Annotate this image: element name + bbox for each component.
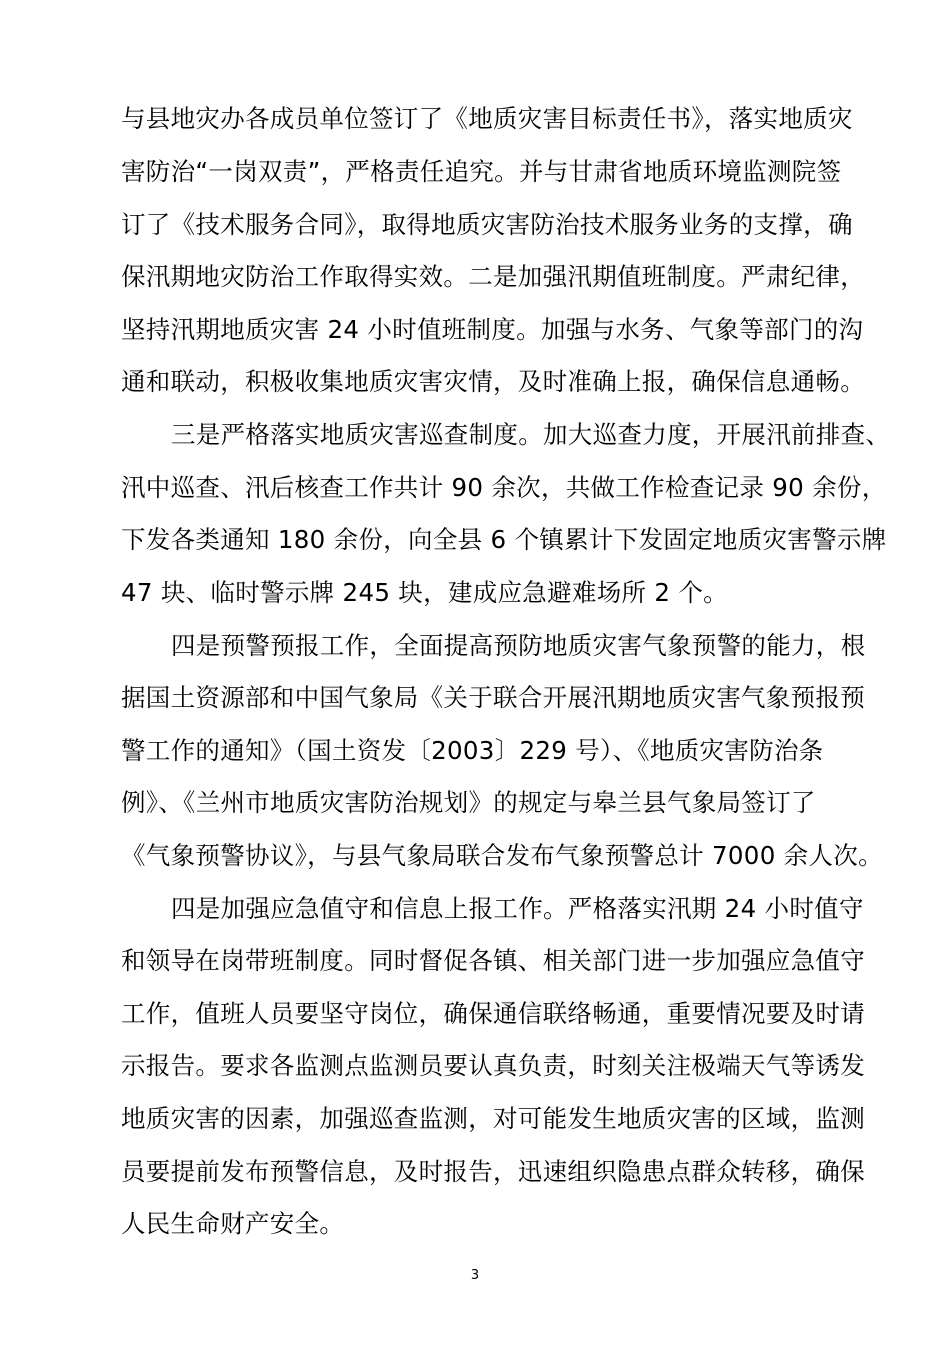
- text-line: 警工作的通知》（国土资发〔2003〕229 号）、《地质灾害防治条: [121, 736, 824, 765]
- text-line: 三是严格落实地质灾害巡查制度。加大巡查力度，开展汛前排查、: [171, 420, 891, 449]
- text-line: 保汛期地灾防治工作取得实效。二是加强汛期值班制度。严肃纪律，: [121, 262, 865, 291]
- text-line: 示报告。要求各监测点监测员要认真负责，时刻关注极端天气等诱发: [121, 1051, 865, 1080]
- text-line: 地质灾害的因素，加强巡查监测，对可能发生地质灾害的区域，监测: [121, 1104, 865, 1133]
- text-line: 例》、《兰州市地质灾害防治规划》的规定与皋兰县气象局签订了: [121, 788, 816, 817]
- text-line: 《气象预警协议》，与县气象局联合发布气象预警总计 7000 余人次。: [121, 841, 883, 870]
- text-line: 下发各类通知 180 余份，向全县 6 个镇累计下发固定地质灾害警示牌: [121, 525, 887, 554]
- text-line: 通和联动，积极收集地质灾害灾情，及时准确上报，确保信息通畅。: [121, 367, 865, 396]
- text-line: 汛中巡查、汛后核查工作共计 90 余次，共做工作检查记录 90 余份，: [121, 473, 887, 502]
- text-line: 四是预警预报工作，全面提高预防地质灾害气象预警的能力，根: [171, 631, 866, 660]
- text-line: 害防治“一岗双责”，严格责任追究。并与甘肃省地质环境监测院签: [121, 157, 842, 186]
- text-line: 据国土资源部和中国气象局《关于联合开展汛期地质灾害气象预报预: [121, 683, 865, 712]
- text-line: 与县地灾办各成员单位签订了《地质灾害目标责任书》，落实地质灾: [121, 104, 853, 133]
- text-line: 47 块、临时警示牌 245 块，建成应急避难场所 2 个。: [121, 578, 728, 607]
- text-line: 工作，值班人员要坚守岗位，确保通信联络畅通，重要情况要及时请: [121, 999, 865, 1028]
- text-line: 人民生命财产安全。: [121, 1209, 345, 1238]
- text-line: 四是加强应急值守和信息上报工作。严格落实汛期 24 小时值守: [171, 894, 864, 923]
- text-line: 和领导在岗带班制度。同时督促各镇、相关部门进一步加强应急值守: [121, 946, 865, 975]
- text-line: 坚持汛期地质灾害 24 小时值班制度。加强与水务、气象等部门的沟: [121, 315, 864, 344]
- text-line: 员要提前发布预警信息，及时报告，迅速组织隐患点群众转移，确保: [121, 1157, 865, 1186]
- text-line: 订了《技术服务合同》，取得地质灾害防治技术服务业务的支撑，确: [121, 210, 853, 239]
- page-number: 3: [470, 1268, 480, 1283]
